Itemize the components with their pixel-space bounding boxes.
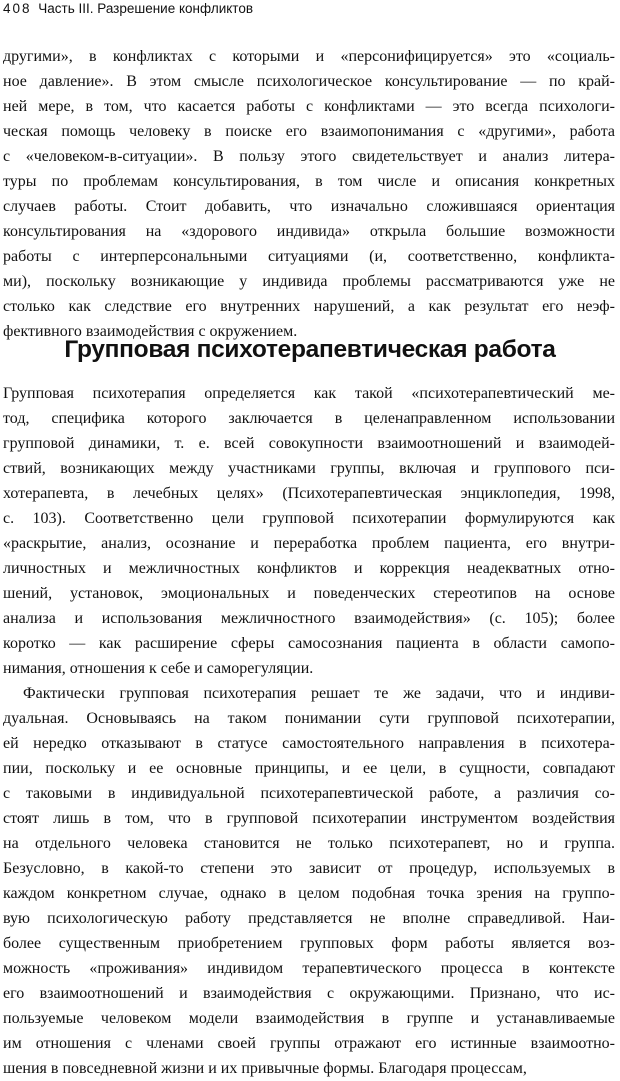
- text-line: работы с интерперсональными ситуациями (и, соответственно, конфликта-: [3, 248, 615, 265]
- text-line: столько как следствие его внутренних нарушений, а как результат его неэф-: [3, 298, 615, 315]
- paragraph-1: [3, 44, 615, 344]
- text-line: ное давление». В этом смысле психологическое консультирование — по край-: [3, 73, 615, 90]
- text-line: его взаимоотношений и взаимодействия с окружающими. Признано, что ис-: [3, 985, 615, 1002]
- text-line: ей нередко отказывают в статусе самостоятельного направления в психотера-: [3, 735, 615, 752]
- text-line: каждом конкретном случае, однако в целом подобная точка зрения на группо-: [3, 885, 615, 902]
- text-line: фективного взаимодействия с окружением.: [3, 323, 298, 340]
- text-line: другими», в конфликтах с которыми и «персонифицируется» это «социаль-: [3, 48, 615, 65]
- text-line: хотерапевта, в лечебных целях» (Психотерапевтическая энциклопедия, 1998,: [3, 485, 615, 502]
- text-line: ми), поскольку возникающие у индивида проблемы рассматриваются уже не: [3, 273, 615, 290]
- paragraph-3: [3, 681, 615, 1081]
- text-line: коротко — как расширение сферы самосознания пациента в области самопо-: [3, 635, 615, 652]
- text-line: шений, установок, эмоциональных и поведенческих стереотипов на основе: [3, 585, 615, 602]
- section-heading: Групповая психотерапевтическая работа: [64, 336, 556, 363]
- paragraph-2: [3, 381, 615, 681]
- running-title: Часть III. Разрешение конфликтов: [38, 1, 254, 16]
- running-head: [3, 0, 253, 18]
- text-line: можность «проживания» индивидом терапевтического процесса в контексте: [3, 960, 615, 977]
- text-line: Безусловно, в какой-то степени это зависит от процедур, используемых в: [3, 860, 615, 877]
- text-line: анализа и использования межличностного взаимодействия» (с. 105); более: [3, 610, 615, 627]
- text-line: консультирования на «здорового индивида» открыла большие возможности: [3, 223, 615, 240]
- text-line: более существенным приобретением групповых форм работы является воз-: [3, 935, 615, 952]
- section-body: [3, 381, 615, 1081]
- text-line: с таковыми в индивидуальной психотерапевтической работе, а различия со-: [3, 785, 615, 802]
- text-line: стоят лишь в том, что в групповой психотерапии инструментом воздействия: [3, 810, 615, 827]
- text-line: дуальная. Основываясь на таком понимании сути групповой психотерапии,: [3, 710, 615, 727]
- text-line: «раскрытие, анализ, осознание и переработка проблем пациента, его внутри-: [3, 535, 615, 552]
- text-line: на отдельного человека становится не только психотерапевт, но и группа.: [3, 835, 615, 852]
- page-number: 408: [3, 1, 32, 16]
- text-line: личностных и межличностных конфликтов и коррекция неадекватных отно-: [3, 560, 615, 577]
- text-line: нимания, отношения к себе и саморегуляции.: [3, 660, 314, 677]
- text-line: шения в повседневной жизни и их привычные формы. Благодаря процессам,: [3, 1060, 527, 1077]
- text-line: ческая помощь человеку в поиске его взаимопонимания с «другими», работа: [3, 123, 615, 140]
- text-line: ней мере, в том, что касается работы с конфликтами — это всегда психологи-: [3, 98, 615, 115]
- text-line: Групповая психотерапия определяется как такой «психотерапевтический ме-: [3, 385, 615, 402]
- text-line: случаев работы. Стоит добавить, что изначально сложившаяся ориентация: [3, 198, 615, 215]
- text-line: вую психологическую работу представляется не вполне справедливой. Наи-: [3, 910, 615, 927]
- text-line: с. 103). Соответственно цели групповой психотерапии формулируются как: [3, 510, 615, 527]
- text-line: Фактически групповая психотерапия решает те же задачи, что и индиви-: [23, 685, 615, 702]
- text-line: пользуемые человеком модели взаимодействия в группе и устанавливаемые: [3, 1010, 615, 1027]
- text-line: ствий, возникающих между участниками группы, включая и группового пси-: [3, 460, 615, 477]
- text-line: групповой динамики, т. е. всей совокупности взаимоотношений и взаимодей-: [3, 435, 615, 452]
- text-line: тод, специфика которого заключается в целенаправленном использовании: [3, 410, 615, 427]
- text-line: им отношения с членами своей группы отражают его истинные взаимоотно-: [3, 1035, 615, 1052]
- text-line: туры по проблемам консультирования, в том числе и описания конкретных: [3, 173, 615, 190]
- text-line: с «человеком-в-ситуации». В пользу этого свидетельствует и анализ литера-: [3, 148, 615, 165]
- text-line: пии, поскольку и ее основные принципы, и ее цели, в сущности, совпадают: [3, 760, 615, 777]
